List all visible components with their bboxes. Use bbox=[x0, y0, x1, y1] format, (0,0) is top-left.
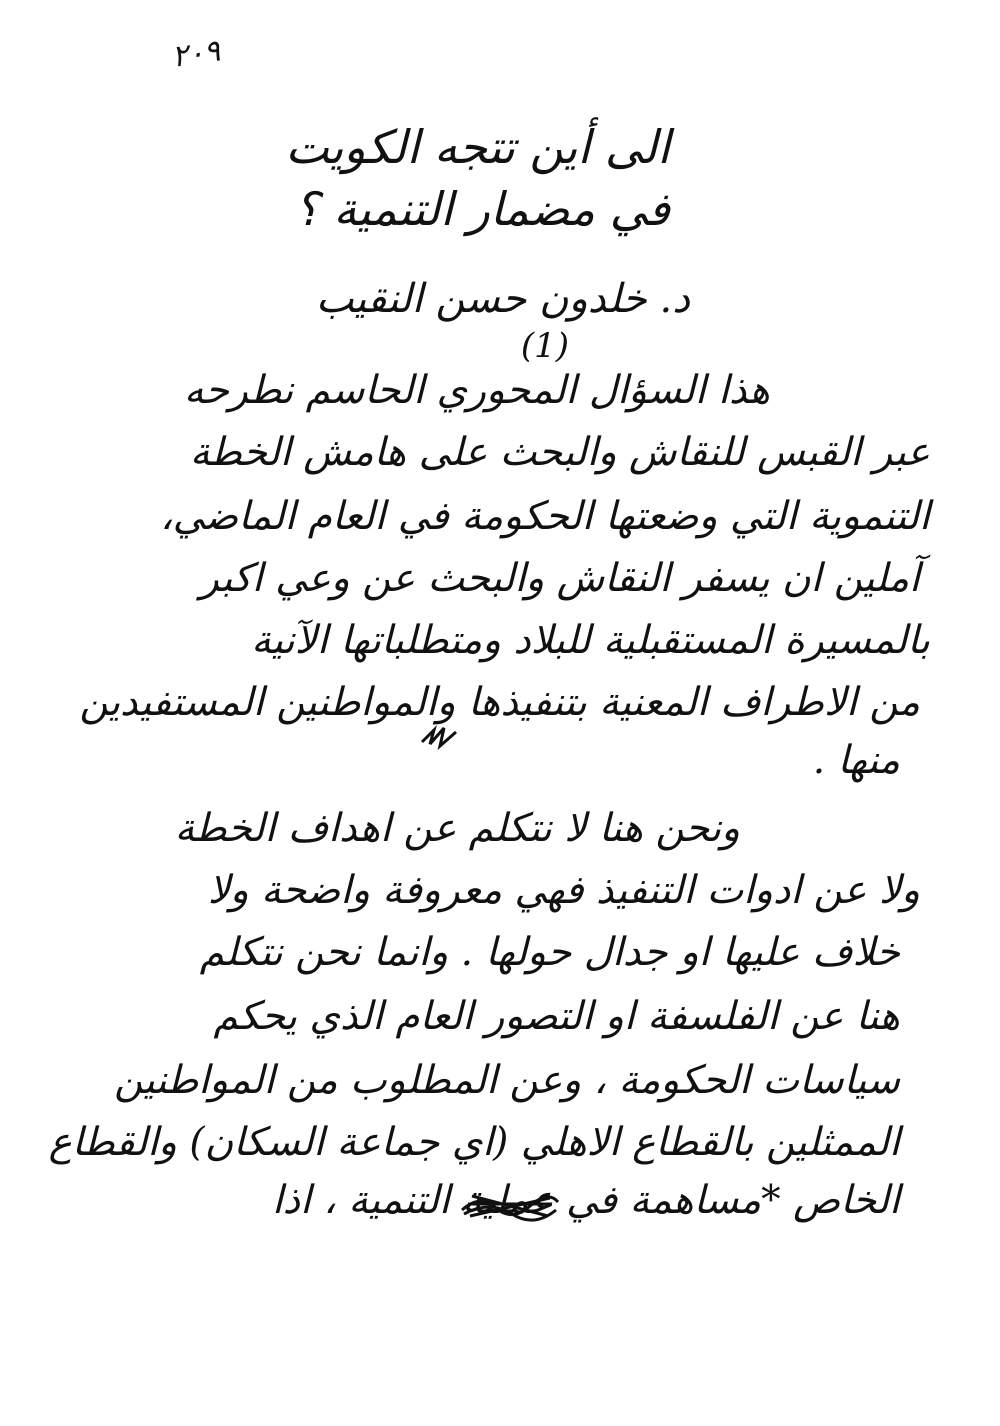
body-line-3: التنموية التي وضعتها الحكومة في العام الماضي، bbox=[160, 494, 930, 539]
author-name: د. خلدون حسن النقيب bbox=[315, 276, 690, 322]
body-line-9: ولا عن ادوات التنفيذ فهي معروفة واضحة ولا bbox=[207, 868, 920, 913]
body-line-4: آملين ان يسفر النقاش والبحث عن وعي اكبر bbox=[200, 556, 920, 601]
body-line-5: بالمسيرة المستقبلية للبلاد ومتطلباتها الآنية bbox=[251, 618, 930, 663]
body-line-7: منها . bbox=[812, 738, 900, 783]
body-line-2: عبر القبس للنقاش والبحث على هامش الخطة bbox=[190, 430, 930, 475]
title-line-2: في مضمار التنمية ؟ bbox=[294, 182, 670, 236]
body-line-8: ونحن هنا لا نتكلم عن اهداف الخطة bbox=[174, 806, 740, 851]
strikethrough-scribble-mark bbox=[460, 1188, 560, 1222]
body-line-14: الخاص *مساهمة في عملية التنمية ، اذا bbox=[271, 1178, 900, 1223]
body-line-1: هذا السؤال المحوري الحاسم نطرحه bbox=[183, 368, 770, 413]
body-line-10: خلاف عليها او جدال حولها . وانما نحن نتكلم bbox=[199, 930, 900, 975]
body-line-11: هنا عن الفلسفة او التصور العام الذي يحكم bbox=[213, 994, 900, 1039]
section-number: (1) bbox=[520, 326, 570, 366]
title-line-1: الى أين تتجه الكويت bbox=[285, 120, 670, 174]
body-line-6: من الاطراف المعنية بتنفيذها والمواطنين المستفيدين bbox=[79, 680, 920, 725]
body-line-13: الممثلين بالقطاع الاهلي (اي جماعة السكان) والقطاع bbox=[48, 1120, 900, 1165]
page-number: ٢٠٩ bbox=[169, 33, 223, 75]
ink-scribble-mark bbox=[420, 722, 460, 750]
body-line-12: سياسات الحكومة ، وعن المطلوب من المواطنين bbox=[114, 1058, 900, 1103]
